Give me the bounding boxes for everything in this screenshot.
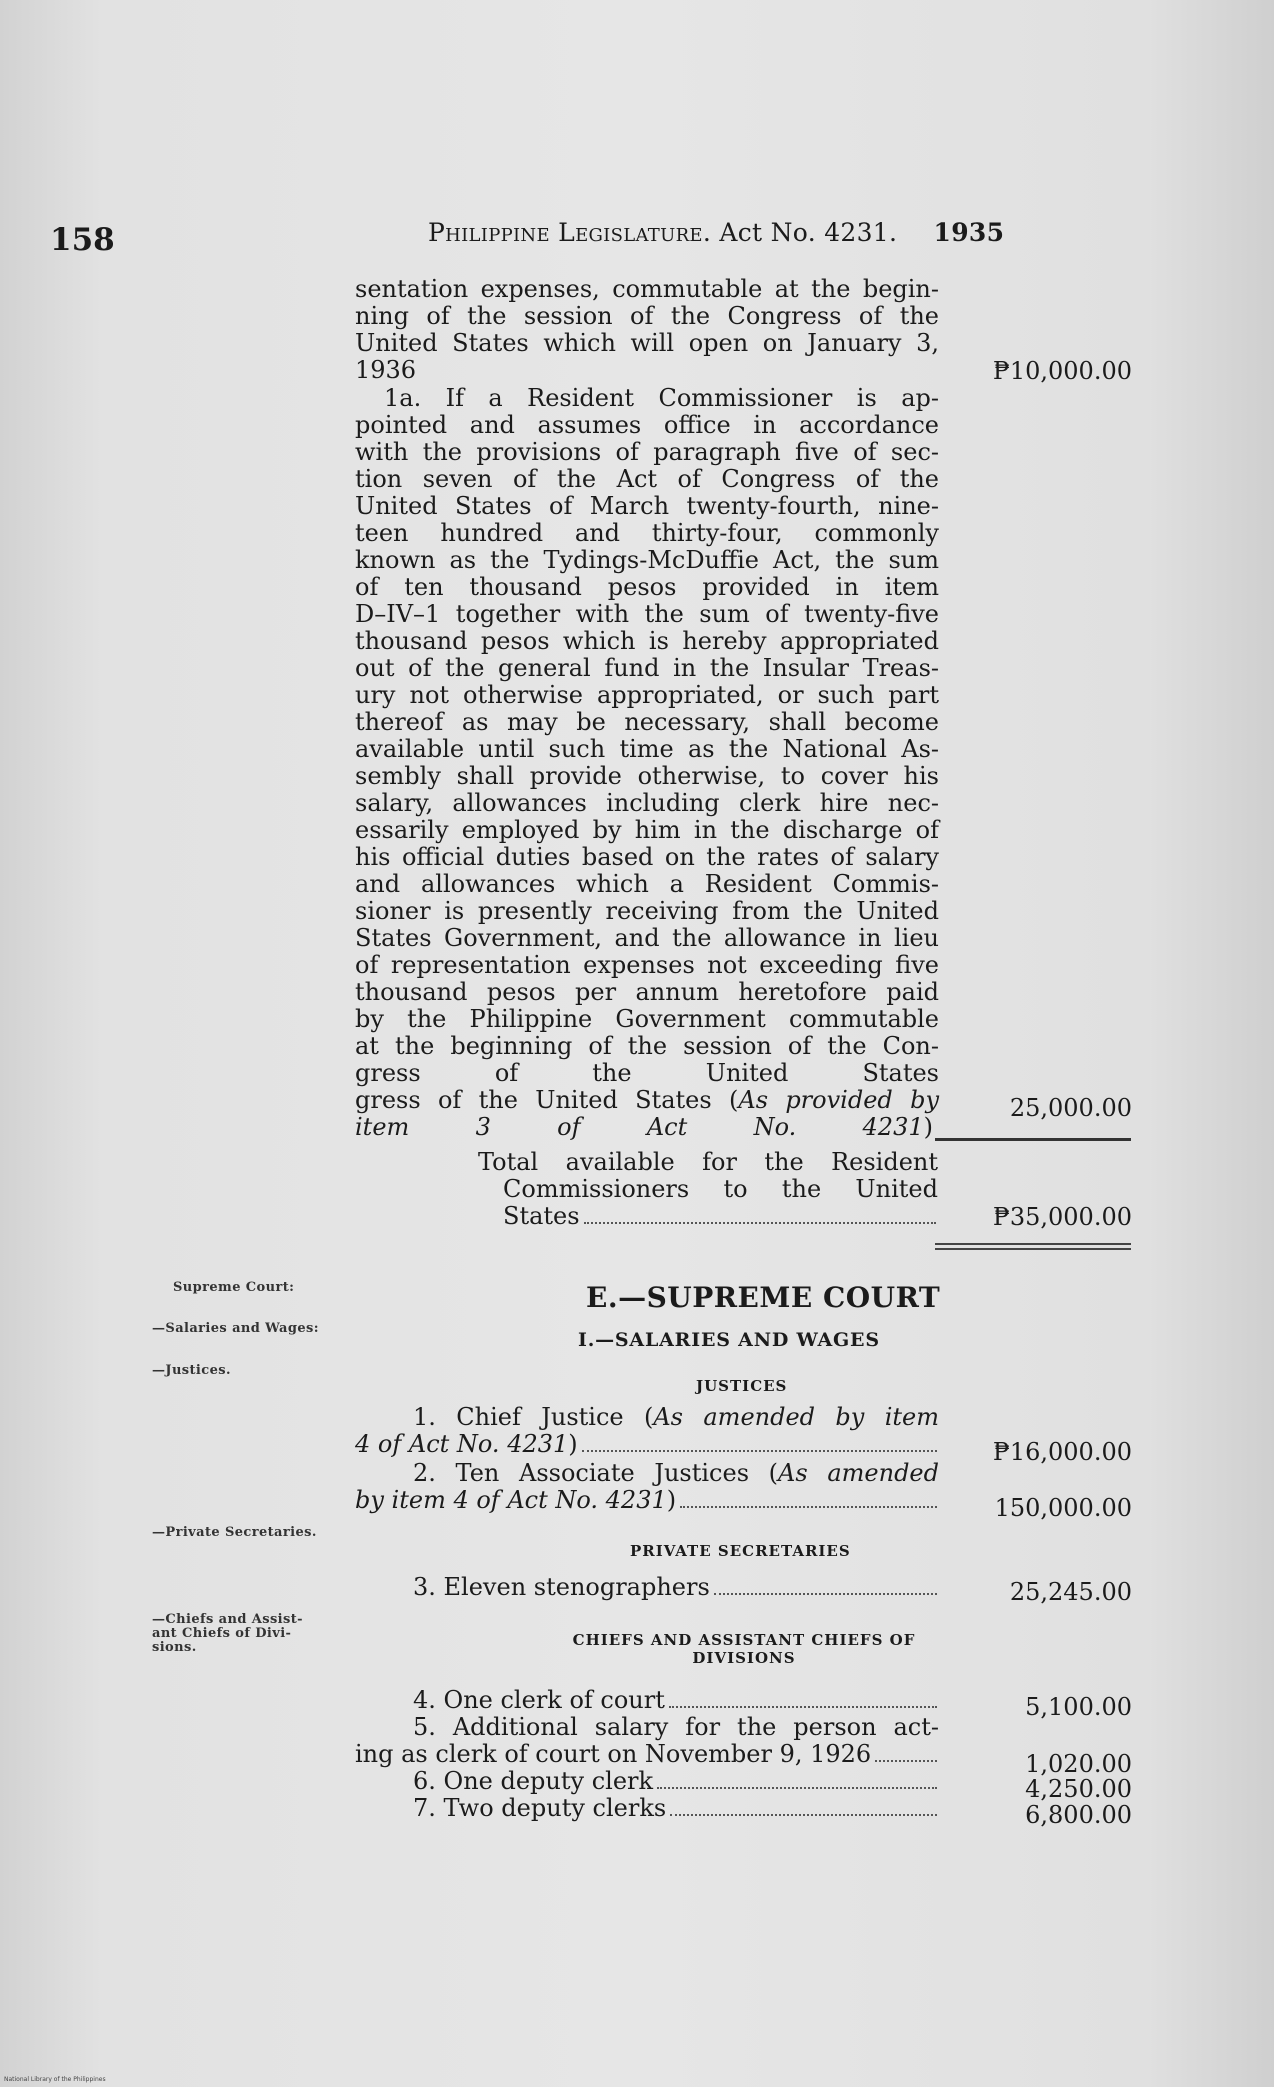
amount: 4,250.00 [1025,1775,1132,1803]
section-heading: E.—SUPREME COURT [586,1281,941,1314]
text-line [355,1574,939,1601]
margin-note-line: —Chiefs and Assist- [152,1612,303,1627]
double-rule-bottom [935,1248,1131,1250]
dot-leader [680,1506,937,1508]
dot-leader [670,1814,937,1816]
margin-note-supreme-court: Supreme Court: [173,1280,295,1295]
text-line [355,1404,939,1431]
subsection-heading: I.—SALARIES AND WAGES [578,1329,880,1351]
italic-citation: As amended by item [653,1403,939,1431]
text-line: 5. Additional salary for the person act- [413,1713,939,1741]
sum-rule [935,1138,1131,1141]
text-line [355,1431,939,1458]
text-line: essarily employed by him in the discharge of [355,816,939,844]
group-heading-justices: JUSTICES [696,1377,788,1395]
margin-note-salaries: —Salaries and Wages: [152,1321,319,1336]
dot-leader [657,1787,937,1789]
italic-citation: 4 of Act No. 4231 [355,1430,569,1458]
margin-note-private-secretaries: —Private Secretaries. [152,1525,317,1540]
margin-note-line: sions. [152,1640,197,1655]
text-line [355,1487,939,1514]
text-line: thousand pesos per annum heretofore paid [355,978,939,1006]
text-line: gress of the United States [355,1059,939,1087]
text-line: States Government, and the allowance in lieu [355,924,939,952]
amount: 5,100.00 [1025,1693,1132,1721]
text-line: United States which will open on January 3, [355,329,939,357]
text-line: his official duties based on the rates of salary [355,843,939,871]
amount: 25,245.00 [1009,1578,1132,1606]
dot-leader [584,1222,936,1224]
continuation-paragraph [355,276,939,384]
running-header-title: Philippine Legislature. [428,218,712,247]
item-stenographers [355,1574,939,1601]
text-line: sembly shall provide otherwise, to cover his [355,762,939,790]
text-line-part: gress of the United States ( [355,1086,739,1114]
text-line [355,1114,939,1141]
italic-citation: As amended [778,1459,940,1487]
leader-text: States [503,1202,580,1230]
text-line: available until such time as the National As- [355,735,939,763]
margin-note-line: ant Chiefs of Divi- [152,1626,292,1641]
amount: 25,000.00 [1009,1094,1132,1122]
text-line: ning of the session of the Congress of the [355,302,939,330]
text-line [355,1460,939,1487]
text-line: United States of March twenty-fourth, nine- [355,492,939,520]
item-text: 7. Two deputy clerks [413,1794,667,1822]
text-line: Commissioners to the United [503,1175,938,1203]
text-line: teen hundred and thirty-four, commonly [355,519,939,547]
text-line [355,1795,939,1822]
closing-paren: ) [923,1113,933,1141]
text-line: known as the Tydings-McDuffie Act, the sum [355,546,939,574]
text-line [355,1768,939,1795]
group-heading-line: CHIEFS AND ASSISTANT CHIEFS OF [572,1631,916,1649]
running-header-year: 1935 [933,218,1005,247]
text-line [355,1687,939,1714]
text-line [478,1203,938,1230]
item-text: 1. Chief Justice ( [413,1403,654,1431]
italic-citation: by item 4 of Act No. 4231 [355,1486,667,1514]
margin-note-justices: —Justices. [152,1363,231,1378]
italic-citation: item 3 of Act No. 4231 [355,1113,924,1141]
amount: ₱16,000.00 [992,1438,1132,1466]
item-text: 2. Ten Associate Justices ( [413,1459,779,1487]
running-header-act: Act No. 4231. [719,218,898,247]
text-line: of representation expenses not exceeding five [355,951,939,979]
group-heading-private-secretaries: PRIVATE SECRETARIES [630,1542,851,1560]
dot-leader [875,1760,937,1762]
text-line: thereof as may be necessary, shall become [355,708,939,736]
total-amount: ₱35,000.00 [992,1203,1132,1231]
text-line [355,357,939,384]
group-heading-line: DIVISIONS [692,1649,796,1667]
closing-paren: ) [666,1486,677,1514]
italic-citation: As provided by [738,1086,939,1114]
dot-leader [669,1706,937,1708]
total-block [478,1149,938,1230]
text-line: and allowances which a Resident Commis- [355,870,939,898]
closing-paren: ) [568,1430,578,1458]
dot-leader [714,1593,937,1595]
group-heading-chiefs [554,1631,934,1667]
scan-footer: National Library of the Philippines [4,2076,106,2083]
paragraph-1a [355,385,939,1141]
dot-leader [582,1450,937,1452]
page-number: 158 [50,222,115,258]
amount: 6,800.00 [1025,1801,1132,1829]
leader-text: 1936 [355,356,417,384]
text-line: ury not otherwise appropriated, or such part [355,681,939,709]
item-text: ing as clerk of court on November 9, 1926 [355,1740,872,1768]
text-line: of ten thousand pesos provided in item [355,573,939,601]
items-clerks [355,1687,939,1822]
text-line: sentation expenses, commutable at the begin- [355,275,939,303]
item-text: 6. One deputy clerk [413,1767,654,1795]
item-text: 3. Eleven stenographers [413,1573,710,1601]
text-line [355,1087,939,1114]
text-line: salary, allowances including clerk hire nec- [355,789,939,817]
text-line: at the beginning of the session of the Con- [355,1032,939,1060]
text-line: with the provisions of paragraph five of sec- [355,438,939,466]
amount: 1,020.00 [1025,1750,1132,1778]
amount: 150,000.00 [994,1494,1132,1522]
double-rule-top [935,1243,1131,1245]
text-line: sioner is presently receiving from the United [355,897,939,925]
text-line: thousand pesos which is hereby appropriated [355,627,939,655]
text-line: D–IV–1 together with the sum of twenty-five [355,600,939,628]
margin-note-chiefs [152,1613,303,1655]
text-line: tion seven of the Act of Congress of the [355,465,939,493]
text-line: out of the general fund in the Insular Treas- [355,654,939,682]
text-line: Total available for the Resident [478,1148,938,1176]
item-chief-justice [355,1404,939,1458]
running-header [428,218,1004,247]
text-line: 1a. If a Resident Commissioner is ap- [384,384,939,412]
text-line [355,1741,939,1768]
text-line: pointed and assumes office in accordance [355,411,939,439]
text-line: by the Philippine Government commutable [355,1005,939,1033]
item-text: 4. One clerk of court [413,1686,665,1714]
amount: ₱10,000.00 [992,357,1132,385]
item-associate-justices [355,1460,939,1514]
